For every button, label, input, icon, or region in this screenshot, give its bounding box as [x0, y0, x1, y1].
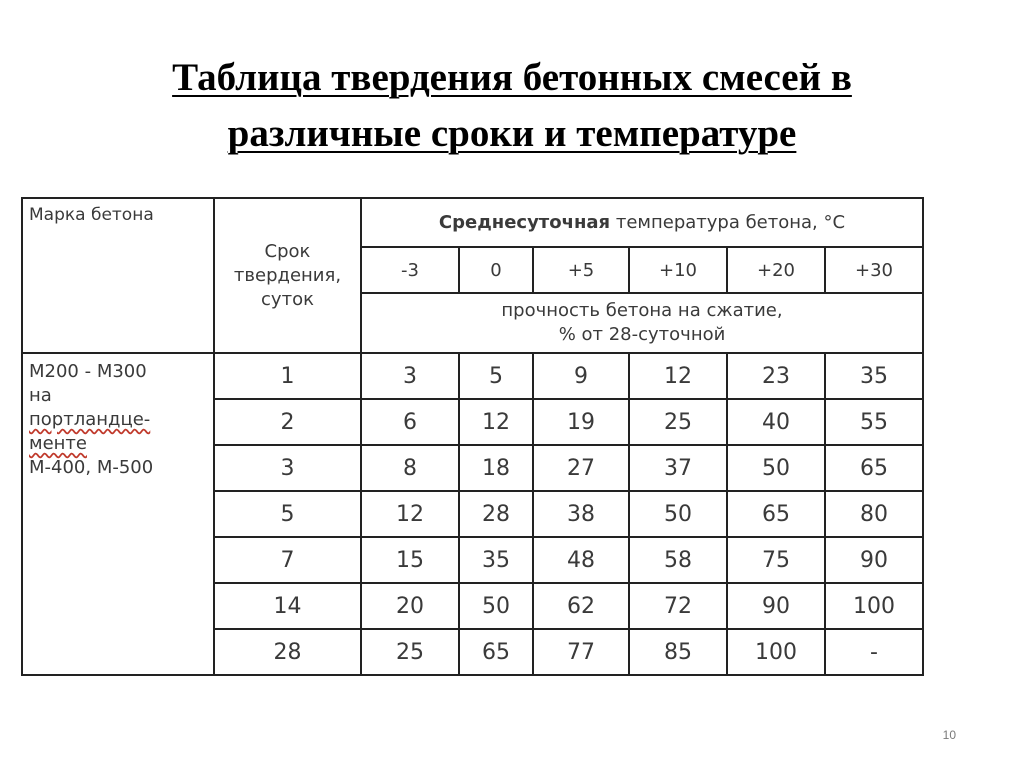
- days-cell: 7: [214, 537, 361, 583]
- temperature-cell: 0: [459, 247, 533, 293]
- concrete-grade-line: М-400, М-500: [29, 457, 154, 478]
- slide-title-line-2: различные сроки и температуре: [227, 112, 797, 155]
- concrete-grade-line: менте: [29, 433, 87, 454]
- strength-cell: 37: [629, 445, 727, 491]
- strength-cell: 65: [825, 445, 923, 491]
- strength-cell: 50: [629, 491, 727, 537]
- strength-cell: 100: [727, 629, 825, 675]
- strength-cell: 90: [825, 537, 923, 583]
- strength-cell: 40: [727, 399, 825, 445]
- strength-cell: 6: [361, 399, 459, 445]
- days-cell: 14: [214, 583, 361, 629]
- strength-cell: 62: [533, 583, 629, 629]
- strength-cell: 80: [825, 491, 923, 537]
- term-header: [214, 198, 361, 353]
- temperature-cell: +30: [825, 247, 923, 293]
- slide-title-line-1: Таблица твердения бетонных смесей в: [172, 56, 852, 99]
- strength-cell: 38: [533, 491, 629, 537]
- strength-cell: 65: [727, 491, 825, 537]
- strength-cell: 27: [533, 445, 629, 491]
- strength-cell: 9: [533, 353, 629, 399]
- grade-header: Марка бетона: [22, 198, 214, 353]
- temperature-cell: +20: [727, 247, 825, 293]
- strength-cell: 90: [727, 583, 825, 629]
- table-row: [22, 353, 923, 399]
- strength-cell: 19: [533, 399, 629, 445]
- concrete-grade-line: на: [29, 385, 52, 406]
- strength-cell: 100: [825, 583, 923, 629]
- strength-cell: 75: [727, 537, 825, 583]
- strength-cell: 25: [629, 399, 727, 445]
- strength-cell: 48: [533, 537, 629, 583]
- temperature-header-rest: температура бетона, °С: [610, 212, 846, 233]
- strength-cell: 77: [533, 629, 629, 675]
- strength-cell: 85: [629, 629, 727, 675]
- strength-cell: 5: [459, 353, 533, 399]
- temperature-header: [361, 198, 923, 247]
- strength-cell: 35: [825, 353, 923, 399]
- strength-cell: 58: [629, 537, 727, 583]
- temperature-cell: +10: [629, 247, 727, 293]
- term-header-line: Срок: [264, 240, 311, 262]
- strength-cell: 28: [459, 491, 533, 537]
- strength-cell: 20: [361, 583, 459, 629]
- strength-cell: 25: [361, 629, 459, 675]
- strength-cell: 50: [459, 583, 533, 629]
- term-header-line: твердения,: [233, 264, 342, 286]
- temperature-cell: +5: [533, 247, 629, 293]
- concrete-grade-cell: [22, 353, 214, 675]
- strength-cell: 72: [629, 583, 727, 629]
- strength-cell: 12: [361, 491, 459, 537]
- page-number: 10: [942, 728, 956, 742]
- strength-cell: 3: [361, 353, 459, 399]
- strength-cell: 23: [727, 353, 825, 399]
- days-cell: 28: [214, 629, 361, 675]
- concrete-hardening-table: [21, 197, 924, 676]
- strength-cell: 15: [361, 537, 459, 583]
- strength-header: [361, 293, 923, 353]
- days-cell: 2: [214, 399, 361, 445]
- temperature-header-bold: Среднесуточная: [438, 212, 611, 233]
- strength-cell: -: [825, 629, 923, 675]
- concrete-grade-line: М200 - М300: [29, 361, 147, 382]
- temperature-cell: -3: [361, 247, 459, 293]
- days-cell: 1: [214, 353, 361, 399]
- slide-title: [0, 50, 1024, 162]
- concrete-grade-line: портландце-: [29, 409, 151, 430]
- strength-header-line-1: прочность бетона на сжатие,: [501, 300, 783, 321]
- strength-cell: 12: [459, 399, 533, 445]
- days-cell: 3: [214, 445, 361, 491]
- strength-cell: 12: [629, 353, 727, 399]
- strength-cell: 65: [459, 629, 533, 675]
- days-cell: 5: [214, 491, 361, 537]
- term-header-line: суток: [261, 288, 314, 310]
- strength-cell: 55: [825, 399, 923, 445]
- strength-cell: 50: [727, 445, 825, 491]
- strength-cell: 18: [459, 445, 533, 491]
- strength-cell: 8: [361, 445, 459, 491]
- strength-cell: 35: [459, 537, 533, 583]
- strength-header-line-2: % от 28-суточной: [558, 324, 726, 345]
